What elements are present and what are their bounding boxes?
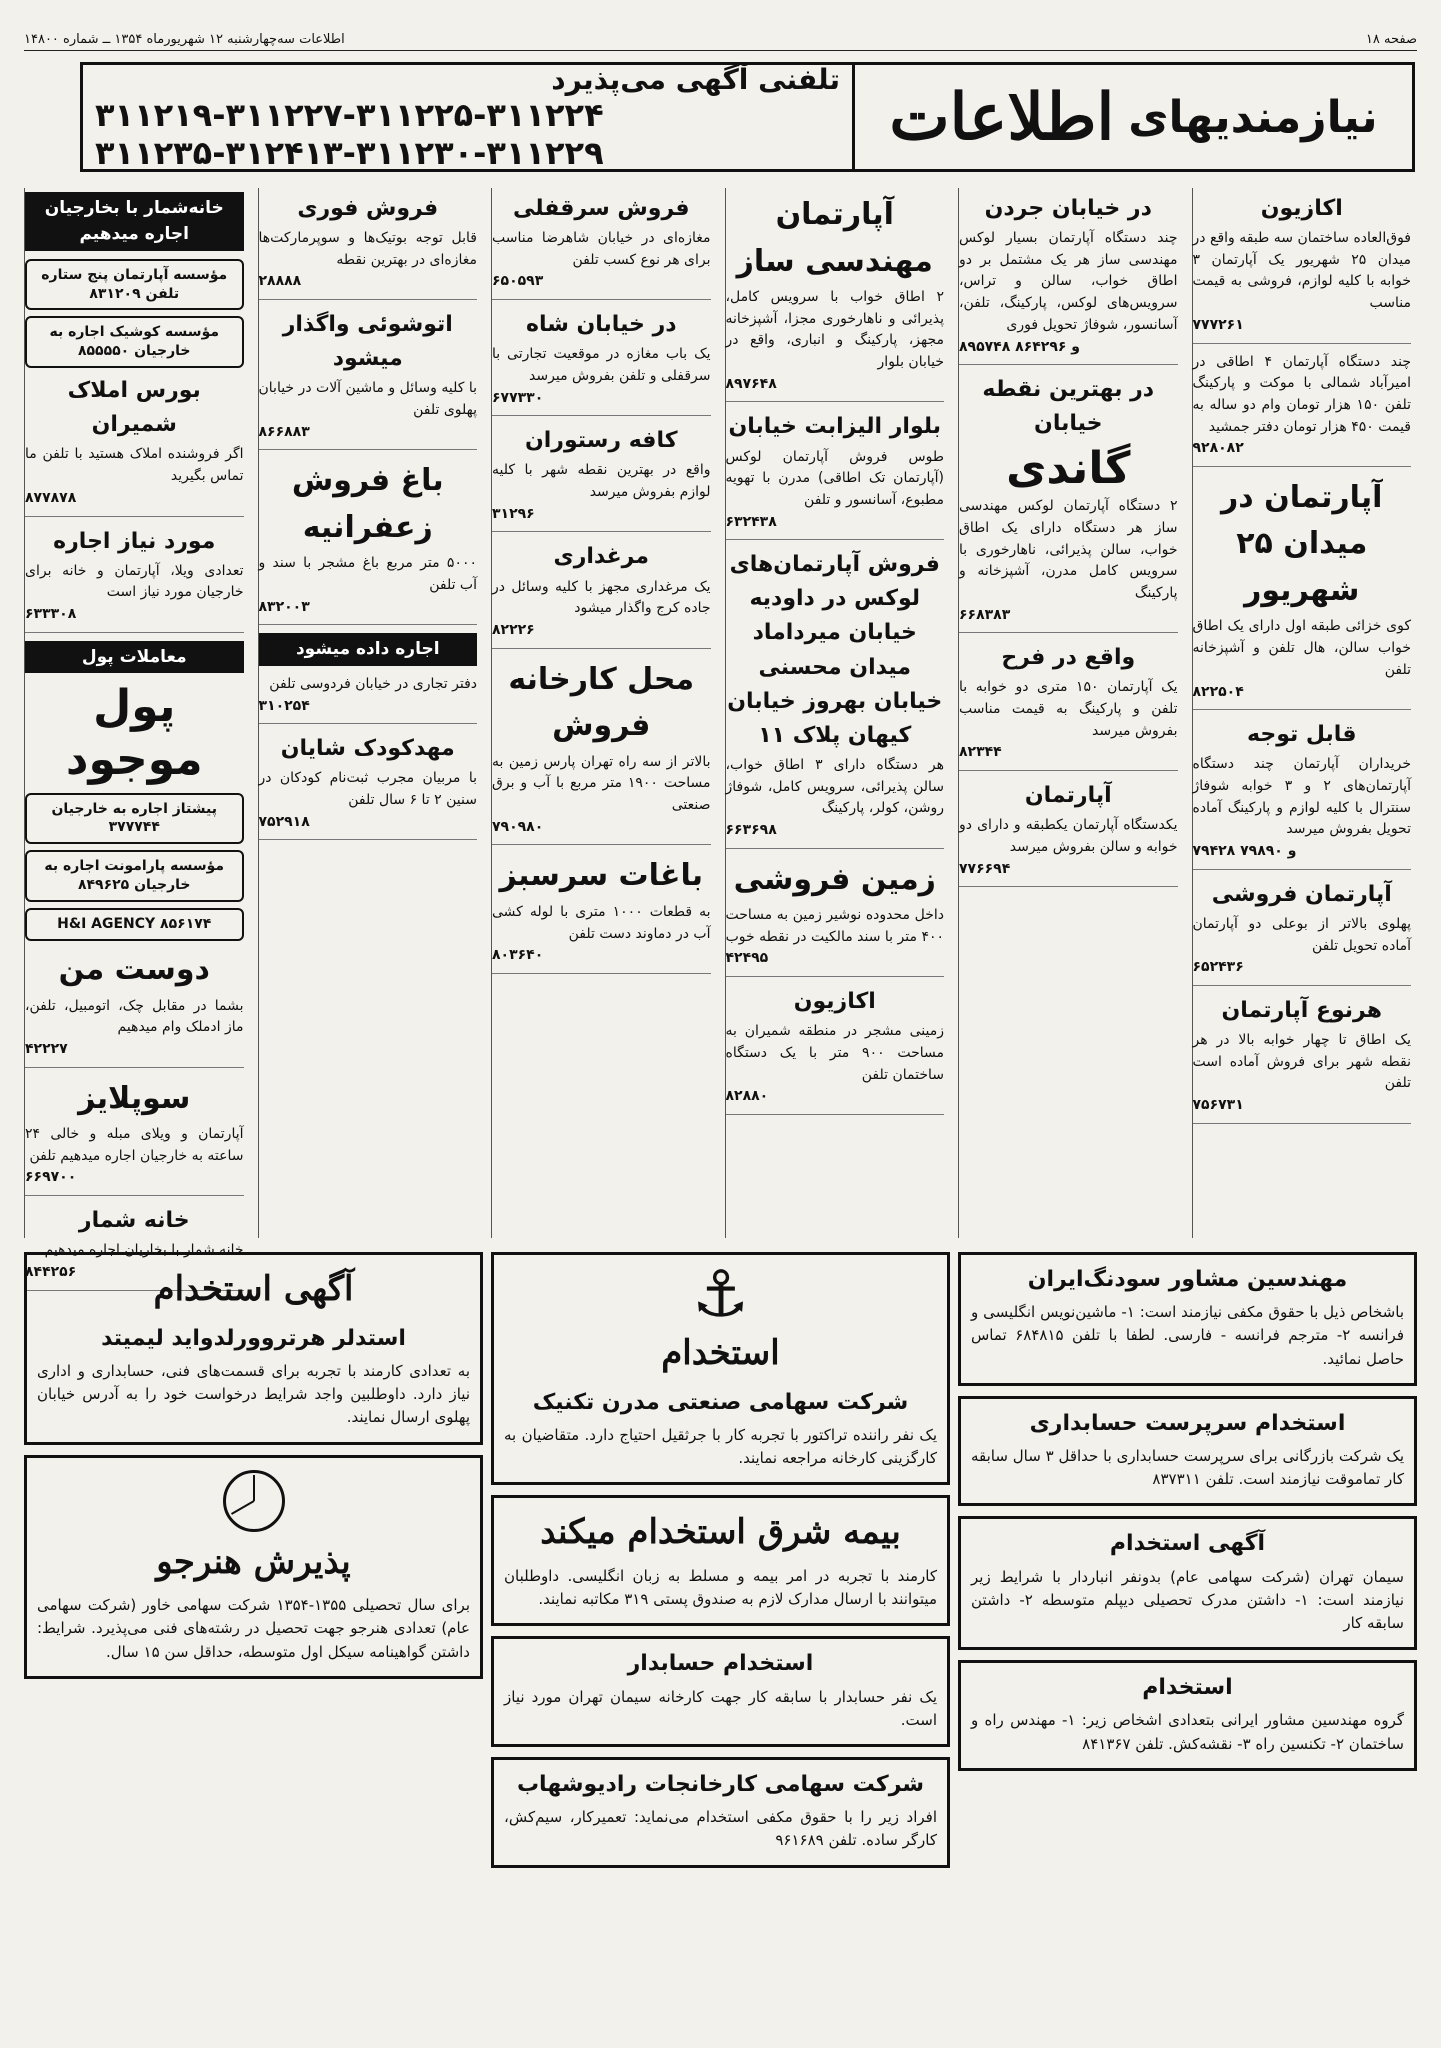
column-3 bbox=[725, 188, 951, 1238]
ad-text: یکدستگاه آپارتمان یکطبقه و دارای دو خوابه و سالن بفروش میرسد bbox=[959, 817, 1178, 855]
ad-item bbox=[726, 857, 945, 978]
ad-text: واقع در بهترین نقطه شهر با کلیه لوازم بفروش میرسد bbox=[492, 462, 711, 501]
employment-left bbox=[24, 1238, 483, 2033]
ad-phone: ۷۷۶۶۹۴ bbox=[959, 860, 1011, 877]
ad-item bbox=[25, 1076, 244, 1197]
ad-phone: ۷۹۴۲۸ و ۷۹۸۹۰ bbox=[1192, 843, 1297, 860]
ad-text: دفتر تجاری در خیابان فردوسی تلفن bbox=[269, 675, 477, 692]
ad-title: در خیابان جردن bbox=[984, 196, 1152, 221]
ad-title: در بهترین نقطه خیابان bbox=[982, 377, 1155, 437]
ad-text: باشخاص ذیل با حقوق مکفی نیازمند است: ۱- ماشین‌نویس انگلیسی و فرانسه ۲- مترجم فرانسه - فارسی. لطفا با تلفن ۶۸۴۸۱۵ تماس حاصل نمائید. bbox=[971, 1303, 1405, 1368]
ad-item bbox=[726, 192, 945, 402]
ad-text: با کلیه وسائل و ماشین آلات در خیابان پهلوی تلفن bbox=[258, 380, 477, 419]
ad-item bbox=[25, 374, 244, 516]
ad-title: اکازیون bbox=[793, 989, 876, 1015]
ad-title: اتوشوئی واگذار میشود bbox=[282, 312, 453, 372]
stadler-ad bbox=[24, 1252, 483, 1445]
page-header bbox=[24, 28, 1417, 51]
accounting-supervisor-ad bbox=[958, 1396, 1417, 1507]
ad-text: سیمان تهران (شرکت سهامی عام) بدونفر انباردار با شرایط زیر نیازمند است: ۱- داشتن مدرک تحصیلی دیپلم متوسطه ۲- داشتن سابقه کار bbox=[971, 1567, 1404, 1633]
ad-title: مرغداری bbox=[553, 544, 649, 570]
ad-item bbox=[492, 192, 711, 300]
ad-title: آپارتمان مهندسی ساز bbox=[736, 197, 933, 279]
phone-block bbox=[83, 62, 852, 172]
ad-phone: ۷۹۰۹۸۰ bbox=[492, 818, 544, 835]
ad-title: بیمه شرق استخدام میکند bbox=[540, 1512, 901, 1553]
ad-text: یک شرکت بازرگانی برای سرپرست حسابداری با حداقل ۳ سال سابقه کار تماموقت نیازمند است. تلفن ۸۳۷۳۱۱ bbox=[971, 1446, 1404, 1489]
ad-title: در خیابان شاه bbox=[525, 312, 677, 338]
ad-title: فروش فوری bbox=[297, 196, 439, 221]
ad-phone: ۷۷۷۲۶۱ bbox=[1192, 316, 1244, 333]
ad-text: یک اطاق تا چهار خوابه بالا در هر نقطه شهر برای فروش آماده است تلفن bbox=[1192, 1032, 1411, 1092]
agency-stamp: H&I AGENCY ۸۵۶۱۷۴ bbox=[25, 908, 244, 941]
ad-text: آپارتمان و ویلای مبله و خالی ۲۴ ساعته به خارجیان اجاره میدهیم تلفن bbox=[25, 1126, 244, 1164]
ad-item bbox=[259, 732, 478, 840]
ad-title: دوست من bbox=[58, 952, 210, 988]
cement-ad bbox=[958, 1516, 1417, 1650]
ad-title: زمین فروشی bbox=[733, 861, 936, 897]
column-1 bbox=[1192, 188, 1418, 1238]
ad-title: بورس املاک شمیران bbox=[67, 378, 201, 438]
ad-item bbox=[1193, 718, 1412, 870]
ad-title: فروش آپارتمان‌های لوکس در داودیه خیابان میرداماد میدان محسنی خیابان بهروز خیابان کیهان پلاک ۱۱ bbox=[727, 552, 943, 748]
sodeng-ad bbox=[958, 1252, 1417, 1386]
ad-phone: ۸۲۲۲۶ bbox=[492, 621, 535, 638]
ad-title: استخدام حسابدار bbox=[627, 1651, 814, 1677]
ad-item bbox=[959, 373, 1178, 633]
left-head-bar: خانه‌شمار با بخارجیان اجاره میدهیم bbox=[25, 192, 244, 251]
ad-item bbox=[259, 192, 478, 300]
ad-phone: ۶۶۹۷۰۰ bbox=[25, 1169, 77, 1186]
ad-item bbox=[259, 458, 478, 625]
ad-phone: ۸۹۵۷۴۸ و ۸۶۴۲۹۶ bbox=[959, 338, 1081, 355]
ad-text: ۲ دستگاه آپارتمان لوکس مهندسی ساز هر دستگاه دارای یک اطاق خواب، سالن پذیرائی، ناهارخوری با سرویس کامل مدرن، آشپزخانه و پارکینگ bbox=[959, 498, 1178, 601]
ad-text: زمینی مشجر در منطقه شمیران به مساحت ۹۰۰ متر با یک دستگاه ساختمان تلفن bbox=[725, 1023, 945, 1083]
ad-text: یک باب مغازه در موقعیت تجارتی با سرقفلی و تلفن بفروش میرسد bbox=[492, 346, 711, 384]
ad-text: اگر فروشنده املاک هستید با تلفن ما تماس بگیرید bbox=[25, 446, 244, 485]
column-2 bbox=[958, 188, 1184, 1238]
ad-phone: ۹۲۸۰۸۲ bbox=[1192, 440, 1244, 457]
agency-stamp: مؤسسه کوشیک اجاره به خارجیان ۸۵۵۵۵۰ bbox=[25, 316, 244, 368]
ad-text: چند دستگاه آپارتمان بسیار لوکس مهندسی ساز هر یک مشتمل بر دو اطاق خواب، سالن و تراس، سرویس‌های لوکس، پارکینگ، تلفن، آسانسور، شوفاژ تحویل فوری bbox=[959, 230, 1178, 333]
employment-right bbox=[958, 1238, 1417, 2033]
ad-item bbox=[1193, 878, 1412, 986]
ad-item bbox=[1193, 994, 1412, 1124]
ad-title: مهدکودک شایان bbox=[280, 736, 455, 762]
dateline: اطلاعات سه‌چهارشنبه ۱۲ شهریورماه ۱۳۵۴ ــ شماره ۱۴۸۰۰ bbox=[24, 31, 345, 47]
ad-title: باغات سرسبز bbox=[499, 858, 703, 894]
brand-block bbox=[852, 65, 1412, 169]
ad-text: بشما در مقابل چک، اتومبیل، تلفن، ماز ادملک وام میدهیم bbox=[25, 997, 244, 1036]
classifieds-grid bbox=[24, 188, 1417, 2033]
ad-title: مهندسین مشاور سودنگ‌ایران bbox=[1027, 1267, 1348, 1292]
ad-phone: ۸۹۷۶۴۸ bbox=[725, 375, 777, 392]
ad-title: فروش سرقفلی bbox=[512, 196, 690, 221]
ad-phone: ۸۶۶۸۸۳ bbox=[258, 423, 310, 440]
ad-phone: ۷۵۶۷۳۱ bbox=[1192, 1097, 1244, 1114]
ad-text: فوق‌العاده ساختمان سه طبقه واقع در میدان ۲۵ شهریور یک آپارتمان ۳ خوابه با کلیه لوازم، فروشی به قیمت مناسب bbox=[1192, 230, 1411, 312]
ad-text: کارمند با تجربه در امر بیمه و مسلط به زبان انگلیسی. داوطلبان میتوانند با ارسال مدارک لازم به صندوق پستی ۳۱۹ مکاتبه نمایند. bbox=[504, 1566, 937, 1609]
ad-title: بلوار الیزابت خیابان bbox=[728, 414, 941, 440]
accept-text: تلفنی آگهی می‌پذیرد bbox=[551, 62, 840, 96]
ad-text: چند دستگاه آپارتمان ۴ اطاقی در امیرآباد شمالی با موکت و پارکینگ تلفن ۱۵۰ هزار تومان وام دو ساله به قیمت ۴۵۰ هزار تومان دفتر جمشید bbox=[1192, 353, 1411, 435]
ad-text: بالاتر از سه راه تهران پارس زمین به مساحت ۱۹۰۰ متر مربع با آب و برق صنعتی bbox=[492, 753, 711, 813]
ad-title: آگهی استخدام bbox=[1109, 1531, 1266, 1557]
ad-phone: ۸۳۲۰۰۳ bbox=[258, 598, 310, 615]
ad-phone: ۶۵۰۵۹۳ bbox=[492, 273, 544, 290]
ad-text: قابل توجه بوتیک‌ها و سوپرمارکت‌ها مغازه‌ای در بهترین نقطه bbox=[258, 230, 477, 268]
money-headline: پول موجود bbox=[65, 681, 203, 785]
mercedes-logo-icon bbox=[223, 1470, 285, 1532]
ad-phone: ۶۶۸۳۸۳ bbox=[959, 606, 1011, 623]
ad-subtitle: شرکت سهامی صنعتی مدرن تکنیک bbox=[532, 1389, 909, 1415]
ad-phone: ۶۷۷۳۳۰ bbox=[492, 389, 544, 406]
consultants-ad bbox=[958, 1660, 1417, 1771]
ad-text: یک آپارتمان ۱۵۰ متری دو خوابه با تلفن و پارکینگ به قیمت مناسب بفروش میرسد bbox=[959, 679, 1178, 739]
ad-item bbox=[259, 308, 478, 450]
modern-technic-ad bbox=[491, 1252, 950, 1485]
ad-item bbox=[492, 657, 711, 846]
ad-text: یک نفر حسابدار با سابقه کار جهت کارخانه سیمان تهران مورد نیاز است. bbox=[504, 1687, 937, 1729]
ad-phone: ۴۲۲۲۷ bbox=[25, 1040, 68, 1057]
ad-text: مغازه‌ای در خیابان شاهرضا مناسب برای هر نوع کسب تلفن bbox=[492, 230, 711, 268]
ad-title: قابل توجه bbox=[1247, 722, 1357, 748]
ad-title: محل کارخانه فروش bbox=[508, 661, 695, 744]
ad-text: یک مرغداری مجهز با کلیه وسائل در جاده کرج واگذار میشود bbox=[492, 578, 711, 617]
ad-item bbox=[259, 674, 478, 724]
agency-stamp: مؤسسه آپارتمان پنج ستاره تلفن ۸۳۱۲۰۹ bbox=[25, 259, 244, 311]
ad-title: باغ فروش زعفرانیه bbox=[291, 463, 444, 545]
phones-row2: ۳۱۱۲۳۵-۳۱۲۴۱۳-۳۱۱۲۳۰-۳۱۱۲۲۹ bbox=[95, 133, 604, 172]
ad-text: افراد زیر را با حقوق مکفی استخدام می‌نماید: تعمیرکار، سیم‌کش، کارگر ساده. تلفن ۹۶۱۶۸۹ bbox=[504, 1808, 937, 1850]
ad-phone: ۴۲۴۹۵ bbox=[725, 950, 769, 967]
ad-item bbox=[492, 308, 711, 416]
brand-needs: نیازمندیهای bbox=[1128, 91, 1378, 143]
ad-text: داخل محدوده نوشیر زمین به مساحت ۴۰۰ متر با سند مالکیت در نقطه خوب bbox=[725, 907, 944, 945]
khavar-ad bbox=[24, 1455, 483, 1679]
ad-title: اکازیون bbox=[1260, 196, 1343, 221]
ad-item bbox=[492, 424, 711, 532]
phones-row1: ۳۱۱۲۱۹-۳۱۱۲۲۷-۳۱۱۲۲۵-۳۱۱۲۲۴ bbox=[95, 95, 604, 134]
ad-phone: ۲۸۸۸۸ bbox=[258, 273, 302, 290]
ad-title: آپارتمان فروشی bbox=[1211, 881, 1392, 907]
ad-phone: ۶۶۳۶۹۸ bbox=[725, 821, 777, 838]
ad-text: پهلوی بالاتر از بوعلی دو آپارتمان آماده تحویل تلفن bbox=[1192, 915, 1411, 954]
ad-title: پذیرش هنرجو bbox=[156, 1541, 351, 1582]
ad-title: سوپلایز bbox=[78, 1080, 191, 1116]
ad-text: به تعدادی کارمند با تجربه برای قسمت‌های فنی، حسابداری و اداری نیاز دارد. داوطلبین واجد شرایط درخواست خود را به آدرس خیابان پهلوی ارسال نمایند. bbox=[37, 1361, 470, 1427]
section-bar: اجاره داده میشود bbox=[259, 633, 478, 665]
ad-headline: گاندی bbox=[1006, 443, 1131, 495]
ad-title: کافه رستوران bbox=[524, 428, 678, 454]
ad-item bbox=[959, 779, 1178, 887]
ad-phone: ۳۱۲۹۶ bbox=[492, 505, 535, 522]
ad-phone: ۷۵۲۹۱۸ bbox=[258, 813, 310, 830]
ad-item bbox=[1193, 475, 1412, 710]
ad-phone: ۳۱۰۲۵۴ bbox=[258, 697, 310, 714]
section-bar: معاملات پول bbox=[25, 641, 244, 673]
column-6 bbox=[24, 188, 250, 1280]
ad-text: ۲ اطاق خواب با سرویس کامل، پذیرائی و ناهارخوری مجزا، آشپزخانه مجهز، پارکینگ و انباری، واقع در خیابان بلوار bbox=[725, 289, 944, 371]
ad-title: آپارتمان bbox=[1024, 783, 1112, 809]
page-label: صفحه ۱۸ bbox=[1365, 31, 1417, 47]
ad-phone: ۶۳۲۴۳۸ bbox=[725, 513, 777, 530]
ad-text: به قطعات ۱۰۰۰ متری با لوله کشی آب در دماوند دست تلفن bbox=[492, 903, 711, 942]
ad-item bbox=[492, 853, 711, 974]
agency-stamp: مؤسسه پارامونت اجاره به خارجیان ۸۴۹۶۲۵ bbox=[25, 850, 244, 902]
ad-title: خانه شمار bbox=[78, 1208, 190, 1234]
ad-item bbox=[726, 985, 945, 1115]
ad-title: استخدام bbox=[661, 1333, 780, 1373]
ad-title: آگهی استخدام bbox=[153, 1269, 354, 1309]
ad-text: هر دستگاه دارای ۳ اطاق خواب، سالن پذیرائی، سرویس کامل، شوفاژ روشن، کولر، پارکینگ bbox=[725, 756, 944, 817]
ad-phone: ۸۲۲۵۰۴ bbox=[1192, 683, 1244, 700]
ad-item bbox=[25, 947, 244, 1068]
ad-title: واقع در فرح bbox=[1001, 645, 1136, 671]
ad-title: استخدام bbox=[1142, 1675, 1233, 1701]
ad-phone: ۸۷۷۸۷۸ bbox=[25, 489, 77, 506]
ad-text: ۵۰۰۰ متر مربع باغ مشجر با سند و آب تلفن bbox=[258, 555, 477, 594]
ad-text: خانه شمار با بخاریان اجاره میدهیم bbox=[44, 1242, 244, 1259]
employment-center bbox=[491, 1238, 950, 2033]
ad-phone: ۸۲۸۸۰ bbox=[725, 1088, 769, 1105]
ad-text: طوس فروش آپارتمان لوکس (آپارتمان تک اطاقی) مدرن با تهویه مطبوع، آسانسور و تلفن bbox=[725, 448, 944, 508]
ad-phone: ۸۴۴۲۵۶ bbox=[25, 1263, 77, 1280]
ad-item bbox=[959, 641, 1178, 771]
ad-title: هرنوع آپارتمان bbox=[1221, 997, 1382, 1023]
ad-text: برای سال تحصیلی ۱۳۵۵-۱۳۵۴ شرکت سهامی خاور (شرکت سهامی عام) تعدادی هنرجو جهت تحصیل در رشته‌های فنی می‌پذیرد. شرایط: داشتن گواهینامه سیکل اول متوسطه، حداقل سن ۱۵ سال. bbox=[37, 1596, 470, 1661]
ad-item bbox=[1193, 352, 1412, 467]
ad-title: شرکت سهامی کارخانجات رادیوشهاب bbox=[516, 1772, 925, 1798]
radio-shahab-ad bbox=[491, 1757, 950, 1868]
classifieds-banner bbox=[80, 62, 1415, 172]
ad-text: کوی خزائی طبقه اول دارای یک اطاق خواب سالن، هال تلفن و آشپزخانه تلفن bbox=[1192, 618, 1411, 678]
ad-item bbox=[492, 540, 711, 648]
ad-title: استخدام سرپرست حسابداری bbox=[1029, 1410, 1346, 1436]
anchor-logo-icon: ⚓ bbox=[691, 1258, 750, 1332]
ad-text: یک نفر راننده تراکتور با تجربه کار با جرثقیل احتیاج دارد. متقاضیان به کارگزینی کارخانه مراجعه نمایند. bbox=[504, 1425, 937, 1468]
agency-stamp: پیشتاز اجاره به خارجیان ۳۷۷۷۴۴ bbox=[25, 793, 244, 845]
ad-text: خریداران آپارتمان چند دستگاه آپارتمان‌های ۲ و ۳ خوابه شوفاژ سنترال با کلیه لوازم و پارکینگ آماده تحویل بفروش میرسد bbox=[1192, 756, 1411, 838]
ad-phone: ۸۰۳۶۴۰ bbox=[492, 947, 544, 964]
bimeh-shargh-ad bbox=[491, 1495, 950, 1626]
ad-title: مورد نیاز اجاره bbox=[53, 528, 216, 554]
ad-text: با مربیان مجرب ثبت‌نام کودکان در سنین ۲ تا ۶ سال تلفن bbox=[258, 770, 477, 808]
ad-item bbox=[726, 410, 945, 540]
ad-phone: ۸۲۳۴۴ bbox=[959, 744, 1002, 761]
accountant-ad bbox=[491, 1636, 950, 1747]
ad-title: آپارتمان در میدان ۲۵ شهریور bbox=[1221, 479, 1383, 608]
column-4 bbox=[491, 188, 717, 1238]
ad-item bbox=[959, 192, 1178, 365]
ad-item bbox=[25, 525, 244, 633]
ad-text: گروه مهندسین مشاور ایرانی بتعدادی اشخاص زیر: ۱- مهندس راه و ساختمان ۲- تکنسین راه ۳- نقشه‌کش. تلفن ۸۴۱۳۶۷ bbox=[971, 1711, 1405, 1753]
column-5 bbox=[258, 188, 484, 1238]
ad-item bbox=[1193, 192, 1412, 344]
ad-phone: ۶۵۲۴۳۶ bbox=[1192, 959, 1244, 976]
ad-text: تعدادی ویلا، آپارتمان و خانه برای خارجیان مورد نیاز است bbox=[25, 562, 244, 601]
ad-item bbox=[726, 548, 945, 848]
ad-phone: ۶۳۳۳۰۸ bbox=[25, 605, 77, 622]
ad-subtitle: استدلر هرتروورلدواید لیمیتد bbox=[101, 1325, 406, 1351]
brand-name: اطلاعات bbox=[889, 79, 1115, 155]
